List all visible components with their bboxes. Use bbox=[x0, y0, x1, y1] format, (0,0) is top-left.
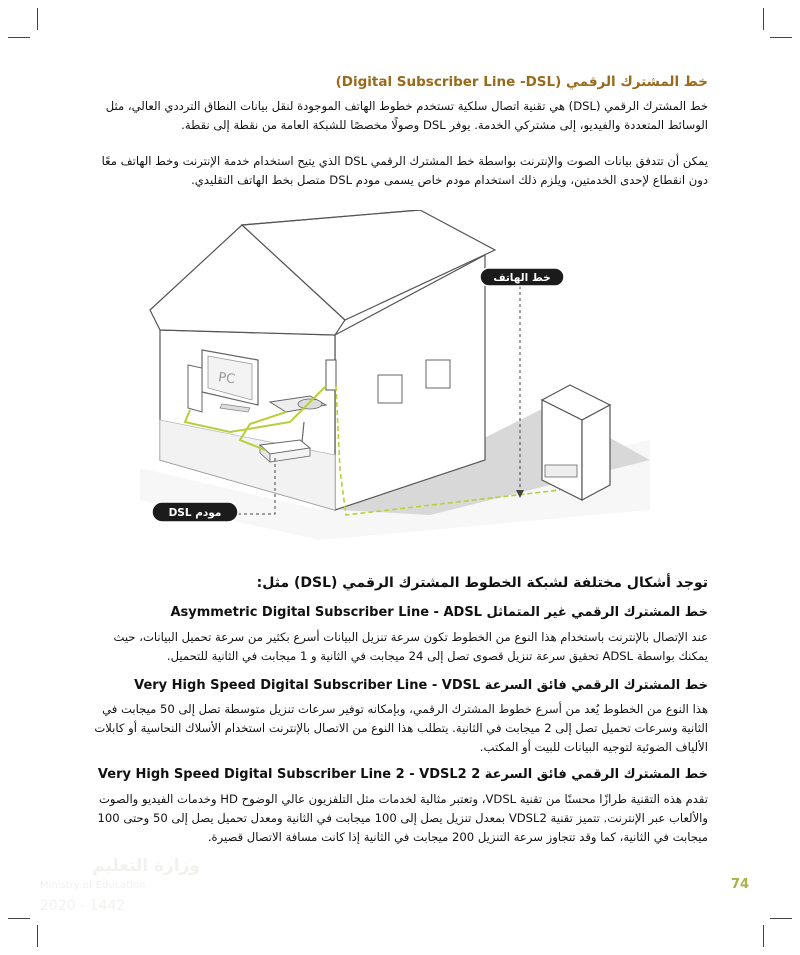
dsl-house-diagram bbox=[130, 210, 650, 540]
vdsl-body: هذا النوع من الخطوط يُعد من أسرع خطوط المشترك الرقمي، وبإمكانه توفير سرعات تنزيل متوسطة تصل إلى 50 ميجابت في الثانية وسرعات تحميل تصل إلى 2 ميجابت في الثانية. يتطلب هذا النوع من الاتصال بالإنترنت استخدام الأسلاك النحاسية أو كابلات الألياف الضوئية لتوجيه البيانات للبيت أو المكتب. bbox=[94, 702, 708, 754]
junction-box bbox=[542, 385, 610, 500]
watermark-line2: Ministry of Education bbox=[40, 880, 146, 891]
page-number: 74 bbox=[731, 877, 750, 892]
crop-mark bbox=[37, 8, 38, 30]
types-heading: توجد أشكال مختلفة لشبكة الخطوط المشترك الرقمي (DSL) مثل: bbox=[256, 575, 708, 591]
phone-line-label: خط الهاتف bbox=[493, 272, 551, 284]
second-paragraph: يمكن أن تتدفق بيانات الصوت والإنترنت بواسطة خط المشترك الرقمي DSL الذي يتيح استخدام خدمة الإنترنت وخط الهاتف معًا دون انقطاع لإحدى الخدمتين، ويلزم ذلك استخدام مودم خاص يسمى مودم DSL متصل بخط الهاتف التقليدي. bbox=[101, 154, 708, 187]
crop-mark bbox=[770, 918, 792, 919]
crop-mark bbox=[8, 918, 30, 919]
adsl-heading: خط المشترك الرقمي غير المتماثل Asymmetric Digital Subscriber Line - ADSL bbox=[170, 605, 708, 620]
dsl-modem-label: مودم DSL bbox=[168, 507, 222, 519]
house-window bbox=[426, 360, 450, 388]
crop-mark bbox=[8, 37, 30, 38]
intro-paragraph: خط المشترك الرقمي (DSL) هي تقنية اتصال سلكية تستخدم خطوط الهاتف الموجودة لنقل بيانات النطاق الترددي العالي، مثل الوسائط المتعددة والفيديو، إلى مشتركي الخدمة. يوفر DSL وصولًا مخصصًا للشبكة العامة من نقطة إلى نقطة. bbox=[105, 99, 708, 132]
crop-mark bbox=[763, 925, 764, 947]
crop-mark bbox=[763, 8, 764, 30]
crop-mark bbox=[37, 925, 38, 947]
vdsl2-heading: خط المشترك الرقمي فائق السرعة 2 Very High Speed Digital Subscriber Line 2 - VDSL2 bbox=[97, 767, 708, 782]
section-title: خط المشترك الرقمي (Digital Subscriber Line -DSL) bbox=[335, 74, 708, 90]
vdsl-heading: خط المشترك الرقمي فائق السرعة Very High Speed Digital Subscriber Line - VDSL bbox=[134, 678, 708, 693]
crop-mark bbox=[770, 37, 792, 38]
pc-label: PC bbox=[217, 370, 237, 388]
pc-tower bbox=[188, 365, 202, 412]
ministry-watermark bbox=[40, 856, 200, 916]
watermark-line1: وزارة التعليم bbox=[92, 856, 200, 876]
wall-socket bbox=[326, 360, 336, 390]
adsl-body: عند الإتصال بالإنترنت باستخدام هذا النوع من الخطوط تكون سرعة تنزيل البيانات أسرع بكثير من سرعة تحميل البيانات، حيث يمكنك بواسطة ADSL تحقيق سرعة تنزيل قصوى تصل إلى 24 ميجابت في الثانية و 1 ميجابت في الثانية للتحميل. bbox=[113, 630, 708, 663]
watermark-line3: 2020 - 1442 bbox=[40, 898, 126, 914]
vdsl2-body: تقدم هذه التقنية طرازًا محسنًا من تقنية VDSL، وتعتبر مثالية لخدمات مثل التلفزيون عالي الوضوح HD وخدمات الفيديو والصوت والألعاب عبر الإنترنت. تتميز تقنية VDSL2 بمعدل تنزيل يصل إلى 100 ميجابت في الثانية ومعدل تحميل يصل إلى 50 وحتى 100 ميجابت في الثانية، كما وقد تتجاوز سرعة التنزيل 200 ميجابت في الثانية إذا كانت مسافة الاتصال قصيرة. bbox=[97, 792, 708, 844]
house-window bbox=[378, 375, 402, 403]
